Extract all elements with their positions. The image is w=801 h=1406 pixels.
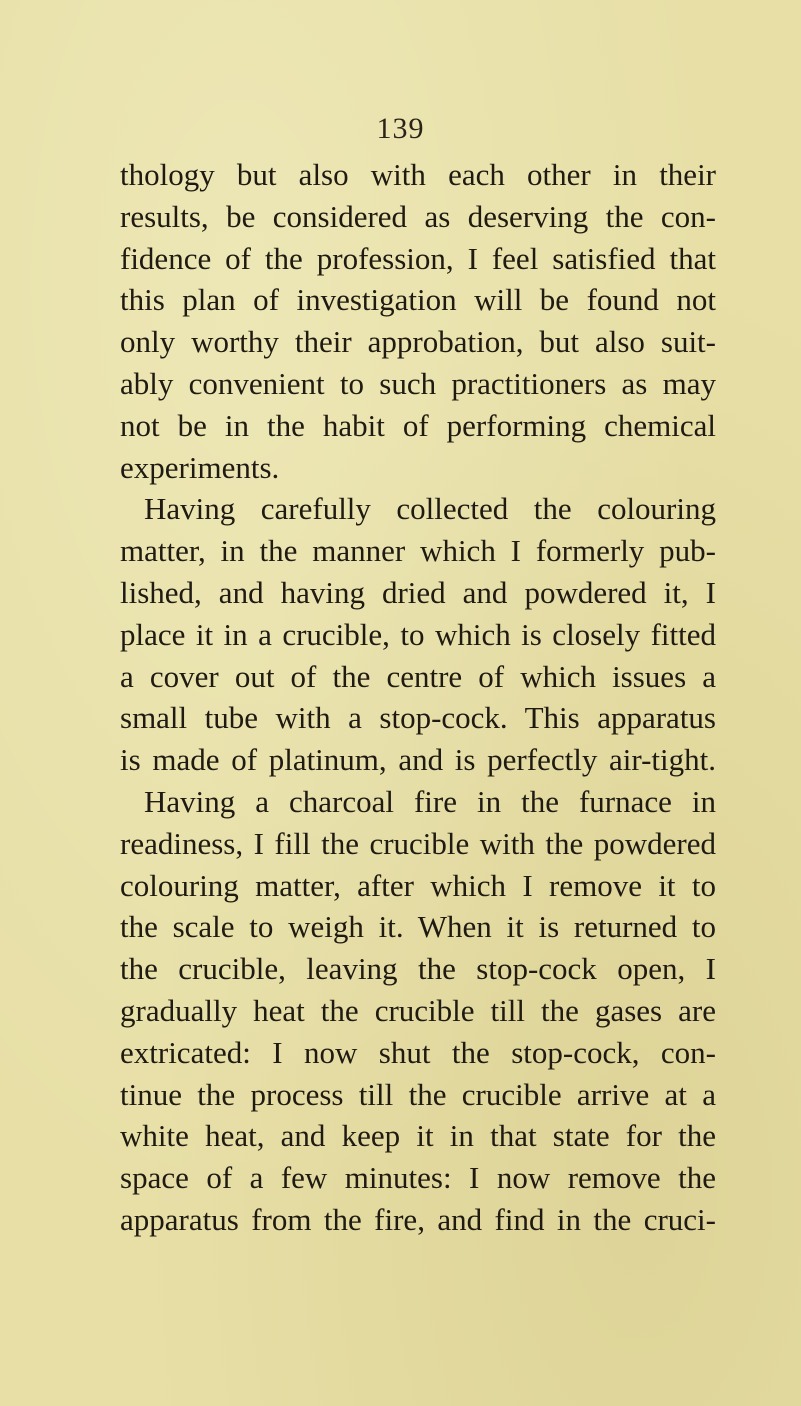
text-line: tinue the process till the crucible arrive at a (120, 1076, 716, 1112)
text-line: fidence of the profession, I feel satisfied that (120, 240, 716, 276)
text-line: the crucible, leaving the stop-cock open, I (120, 951, 716, 987)
text-line: Having carefully collected the colouring (144, 491, 716, 527)
text-line: a cover out of the centre of which issues a (120, 658, 716, 694)
text-line: colouring matter, after which I remove it to (120, 867, 716, 903)
text-line: thology but also with each other in their (120, 157, 716, 192)
text-line: place it in a crucible, to which is closely fitted (120, 616, 716, 652)
text-line: this plan of investigation will be found not (120, 282, 716, 318)
text-line: the scale to weigh it. When it is returned to (120, 909, 716, 945)
text-line: white heat, and keep it in that state for the (120, 1118, 716, 1154)
text-line: ably convenient to such practitioners as may (120, 365, 716, 401)
text-line: only worthy their approbation, but also suit- (120, 324, 716, 360)
text-line: apparatus from the fire, and find in the cruci- (120, 1201, 716, 1237)
text-line: lished, and having dried and powdered it, I (120, 574, 716, 610)
text-line: extricated: I now shut the stop-cock, con- (120, 1034, 716, 1070)
text-line: results, be considered as deserving the con- (120, 198, 716, 234)
body-text (120, 154, 716, 1241)
page-number: 139 (376, 112, 425, 145)
text-line: matter, in the manner which I formerly pub- (120, 533, 716, 569)
text-line: readiness, I fill the crucible with the powdered (120, 825, 716, 861)
text-line: gradually heat the crucible till the gases are (120, 992, 716, 1028)
text-line: Having a charcoal fire in the furnace in (144, 783, 716, 819)
text-line: is made of platinum, and is perfectly air-tight. (120, 742, 716, 778)
text-line: experiments. (120, 449, 280, 485)
text-line: small tube with a stop-cock. This apparatus (120, 700, 716, 736)
text-line: space of a few minutes: I now remove the (120, 1160, 716, 1196)
text-line: not be in the habit of performing chemical (120, 407, 716, 443)
